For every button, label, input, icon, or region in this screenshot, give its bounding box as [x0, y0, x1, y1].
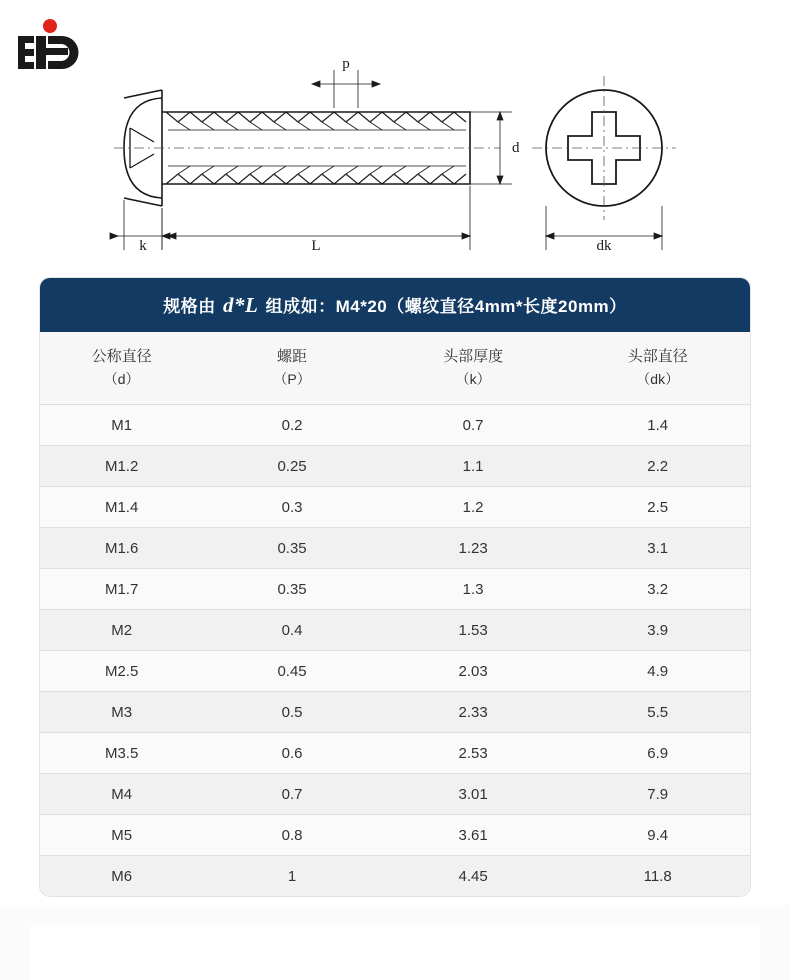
dimension-p [312, 70, 380, 108]
table-row [40, 446, 750, 487]
brand-logo [16, 18, 102, 76]
cell-pitch: 0.8 [203, 815, 381, 856]
table-row [40, 692, 750, 733]
cell-head-diameter: 6.9 [565, 733, 750, 774]
column-header-head-thickness [381, 332, 566, 405]
table-row [40, 487, 750, 528]
footer-strip [0, 905, 790, 980]
cell-head-diameter: 3.2 [565, 569, 750, 610]
cell-nominal-diameter: M1.2 [40, 446, 203, 487]
cell-head-thickness: 1.1 [381, 446, 566, 487]
screw-head-bottom-flat [124, 198, 162, 206]
column-title: 公称直径 [91, 348, 152, 366]
column-subtitle: （d） [103, 370, 140, 387]
cell-head-thickness: 2.33 [381, 692, 566, 733]
cell-pitch: 0.3 [203, 487, 381, 528]
cell-pitch: 0.4 [203, 610, 381, 651]
logo-glyph-left [18, 36, 34, 69]
table-row [40, 856, 750, 897]
dimension-label-p: p [342, 56, 350, 72]
cell-pitch: 0.6 [203, 733, 381, 774]
column-subtitle: （dk） [636, 370, 680, 387]
cell-nominal-diameter: M1 [40, 405, 203, 446]
cell-nominal-diameter: M1.4 [40, 487, 203, 528]
cell-head-diameter: 1.4 [565, 405, 750, 446]
spec-header-symbol: d*L [223, 293, 259, 317]
cell-pitch: 0.5 [203, 692, 381, 733]
cell-pitch: 0.2 [203, 405, 381, 446]
cell-head-diameter: 7.9 [565, 774, 750, 815]
column-title: 螺距 [277, 348, 308, 366]
screw-technical-drawing [100, 50, 700, 270]
dimension-label-k: k [139, 238, 147, 254]
footer-strip-inner [30, 925, 760, 980]
cell-head-diameter: 3.1 [565, 528, 750, 569]
column-title: 头部厚度 [443, 348, 504, 366]
table-row [40, 651, 750, 692]
cell-pitch: 0.45 [203, 651, 381, 692]
screw-head-top-flat [124, 90, 162, 98]
dimension-label-dk: dk [596, 238, 612, 254]
specification-table [40, 332, 750, 896]
head-center-lines [532, 76, 676, 220]
specification-table-head [40, 332, 750, 405]
screw-drawing-svg [100, 50, 700, 270]
table-row [40, 733, 750, 774]
table-row [40, 528, 750, 569]
dimension-label-d: d [512, 140, 520, 156]
table-header-row [40, 332, 750, 405]
cell-nominal-diameter: M3 [40, 692, 203, 733]
cell-pitch: 0.35 [203, 528, 381, 569]
logo-glyph-crossbar [42, 48, 68, 55]
cell-head-diameter: 11.8 [565, 856, 750, 897]
table-row [40, 610, 750, 651]
cell-nominal-diameter: M3.5 [40, 733, 203, 774]
cell-head-thickness: 4.45 [381, 856, 566, 897]
cell-head-thickness: 3.01 [381, 774, 566, 815]
screw-head-top-view [532, 76, 676, 220]
cell-head-diameter: 5.5 [565, 692, 750, 733]
dimension-label-L: L [311, 238, 321, 254]
cell-nominal-diameter: M1.6 [40, 528, 203, 569]
cell-nominal-diameter: M2 [40, 610, 203, 651]
spec-header-prefix: 规格由 [163, 297, 216, 316]
cell-head-thickness: 2.03 [381, 651, 566, 692]
column-subtitle: （k） [455, 370, 491, 387]
cell-head-diameter: 2.2 [565, 446, 750, 487]
cell-pitch: 0.7 [203, 774, 381, 815]
cell-head-diameter: 4.9 [565, 651, 750, 692]
spec-header-suffix: 组成如：M4*20（螺纹直径4mm*长度20mm） [265, 297, 627, 316]
cell-head-diameter: 3.9 [565, 610, 750, 651]
brand-logo-svg [16, 18, 102, 76]
cell-head-thickness: 1.3 [381, 569, 566, 610]
cell-nominal-diameter: M1.7 [40, 569, 203, 610]
column-subtitle: （P） [273, 370, 311, 387]
cell-head-diameter: 2.5 [565, 487, 750, 528]
logo-red-dot [43, 19, 57, 33]
cell-head-diameter: 9.4 [565, 815, 750, 856]
column-header-pitch [203, 332, 381, 405]
cell-head-thickness: 1.53 [381, 610, 566, 651]
cell-head-thickness: 2.53 [381, 733, 566, 774]
table-row [40, 569, 750, 610]
table-row [40, 774, 750, 815]
head-circle [546, 90, 662, 206]
cell-pitch: 0.35 [203, 569, 381, 610]
cell-nominal-diameter: M5 [40, 815, 203, 856]
table-row [40, 405, 750, 446]
cell-pitch: 0.25 [203, 446, 381, 487]
cell-nominal-diameter: M4 [40, 774, 203, 815]
column-header-head-diameter [565, 332, 750, 405]
cell-head-thickness: 1.23 [381, 528, 566, 569]
cell-head-thickness: 1.2 [381, 487, 566, 528]
column-header-nominal-diameter [40, 332, 203, 405]
specification-header [40, 278, 750, 332]
specification-card [40, 278, 750, 896]
cell-nominal-diameter: M6 [40, 856, 203, 897]
table-row [40, 815, 750, 856]
cell-head-thickness: 3.61 [381, 815, 566, 856]
cell-pitch: 1 [203, 856, 381, 897]
cell-head-thickness: 0.7 [381, 405, 566, 446]
column-title: 头部直径 [627, 348, 688, 366]
cell-nominal-diameter: M2.5 [40, 651, 203, 692]
specification-table-body [40, 405, 750, 897]
